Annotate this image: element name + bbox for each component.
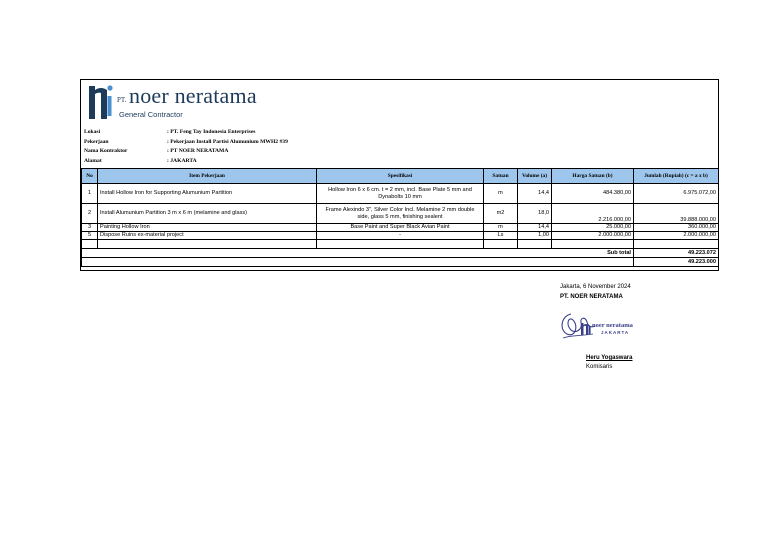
subtotal-label: Sub total <box>98 249 634 258</box>
rounded-total-value: 49.223.000 <box>634 258 719 267</box>
cell-price: 25.000,00 <box>552 224 634 232</box>
cell-volume: 18,0 <box>518 204 552 224</box>
col-header-item: Item Pekerjaan <box>98 169 317 184</box>
work-items-table <box>81 168 719 267</box>
signature-place-date: Jakarta, 6 November 2024 <box>560 284 631 290</box>
col-header-total: Jumlah (Rupiah) (c = a x b) <box>634 169 719 184</box>
table-row <box>82 232 719 240</box>
signature-company: PT. NOER NERATAMA <box>560 294 623 300</box>
cell-spec: - <box>317 232 484 240</box>
cell-price: 2.216.000,00 <box>552 204 634 224</box>
info-label: Nama Kontraktor <box>84 148 128 154</box>
col-header-price: Harga Satuan (b) <box>552 169 634 184</box>
stamp-city: JAKARTA <box>601 330 630 335</box>
rounded-total-row <box>82 258 719 267</box>
cell-unit: m2 <box>484 204 518 224</box>
stamp-logo-icon <box>581 322 591 336</box>
logo-prefix: PT. <box>117 96 127 104</box>
info-label: Alamat <box>84 158 102 164</box>
col-header-volume: Volume (a) <box>518 169 552 184</box>
table-header-row <box>82 169 719 184</box>
table-row <box>82 204 719 224</box>
quotation-sheet <box>80 79 719 271</box>
signer-role: Komisaris <box>586 364 613 370</box>
cell-volume: 14,4 <box>518 224 552 232</box>
cell-unit: Ls <box>484 232 518 240</box>
logo-company-name: noer neratama <box>129 83 257 108</box>
subtotal-value: 49.223.072 <box>634 249 719 258</box>
cell-spec: Frame Alexindo 3", Silver Color Incl. Melamine 2 mm double side, glass 5 mm, finishing sealent <box>317 204 484 224</box>
col-header-unit: Satuan <box>484 169 518 184</box>
company-logo <box>85 82 285 122</box>
col-header-spec: Spesifikasi <box>317 169 484 184</box>
cell-price: 2.000.000,00 <box>552 232 634 240</box>
info-value: : JAKARTA <box>167 158 197 164</box>
logo-tagline: General Contractor <box>119 110 183 119</box>
table-row <box>82 184 719 204</box>
cell-item: Dispose Ruins ex-material project <box>98 232 317 240</box>
info-label: Pekerjaan <box>84 139 109 145</box>
cell-no: 1 <box>82 184 98 204</box>
info-label: Lokasi <box>84 129 101 135</box>
cell-spec: Hollow Iron 6 x 6 cm. t = 2 mm, incl. Base Plate 5 mm and Dynabolts 10 mm <box>317 184 484 204</box>
info-value: : PT. Feng Tay Indonesia Enterprises <box>167 129 256 135</box>
cell-total: 360.000,00 <box>634 224 719 232</box>
cell-total: 6.975.072,00 <box>634 184 719 204</box>
table-row <box>82 224 719 232</box>
company-logo-icon <box>87 84 113 120</box>
table-row-empty <box>82 240 719 249</box>
stamp-company-name: noer neratama <box>592 322 633 329</box>
col-header-no: No <box>82 169 98 184</box>
cell-no: 2 <box>82 204 98 224</box>
info-value: : Pekerjaan Install Partisi Alumunium MWH2 #39 <box>167 139 288 145</box>
cell-unit: m <box>484 224 518 232</box>
cell-item: Painting Hollow Iron <box>98 224 317 232</box>
cell-volume: 14,4 <box>518 184 552 204</box>
cell-total: 39.888.000,00 <box>634 204 719 224</box>
cell-item: Install Hollow Iron for Supporting Alumunium Partition <box>98 184 317 204</box>
signature-stamp <box>557 308 657 344</box>
info-value: : PT NOER NERATAMA <box>167 148 229 154</box>
handwritten-signature-icon <box>557 308 597 344</box>
subtotal-row <box>82 249 719 258</box>
cell-no: 5 <box>82 232 98 240</box>
cell-total: 2.000.000,00 <box>634 232 719 240</box>
signer-name: Heru Yogaswara <box>586 355 633 361</box>
cell-no: 3 <box>82 224 98 232</box>
cell-spec: Base Paint and Super Black Avian Paint <box>317 224 484 232</box>
cell-price: 484.380,00 <box>552 184 634 204</box>
cell-volume: 1,00 <box>518 232 552 240</box>
cell-item: Install Alumunium Partition 3 m x 6 m (melamine and glass) <box>98 204 317 224</box>
cell-unit: m <box>484 184 518 204</box>
